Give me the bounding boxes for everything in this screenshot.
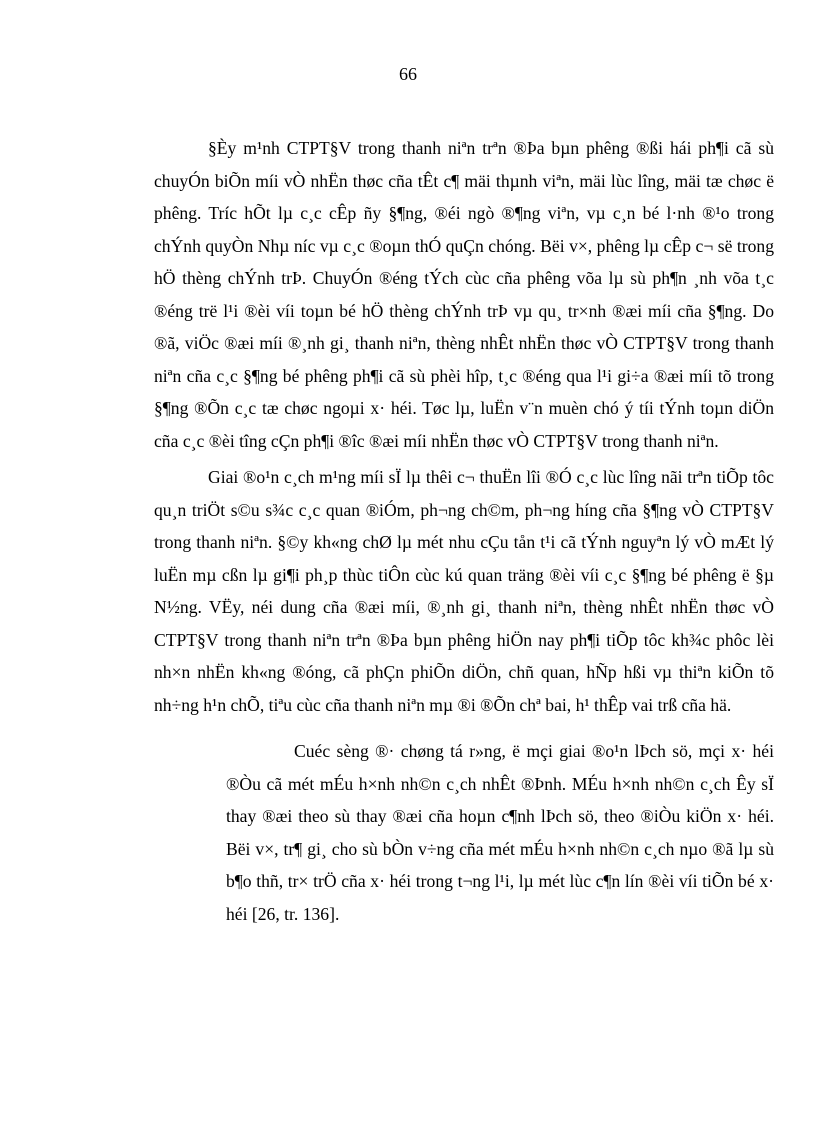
document-body <box>154 132 774 930</box>
paragraph-1: §Èy m¹nh CTPT§V trong thanh niªn trªn ®Þa bµn phêng ®ßi hái ph¶i cã sù chuyÓn biÕn míi vÒ nhËn thøc cña tÊt c¶ mäi thµnh viªn, mäi lùc lîng, mäi tæ chøc ë phêng. Tríc hÕt lµ c¸c cÊp ñy §¶ng, ®éi ngò ®¶ng viªn, vµ c¸n bé l·nh ®¹o trong chÝnh quyÒn Nhµ níc vµ c¸c ®oµn thÓ quÇn chóng. Bëi v×, phêng lµ cÊp c¬ së trong hÖ thèng chÝnh trÞ. ChuyÓn ®éng tÝch cùc cña phêng võa lµ sù ph¶n ¸nh võa t¸c ®éng trë l¹i ®èi víi toµn bé hÖ thèng chÝnh trÞ vµ qu¸ tr×nh ®æi míi cña §¶ng. Do ®ã, viÖc ®æi míi ®¸nh gi¸ thanh niªn, thèng nhÊt nhËn thøc vÒ CTPT§V trong thanh niªn cña c¸c §¶ng bé phêng ph¶i cã sù phèi hîp, t¸c ®éng qua l¹i gi÷a ®æi míi tõ trong §¶ng ®Õn c¸c tæ chøc ngoµi x· héi. Tøc lµ, luËn v¨n muèn chó ý tíi tÝnh toµn diÖn cña c¸c ®èi tîng cÇn ph¶i ®îc ®æi míi nhËn thøc vÒ CTPT§V trong thanh niªn. <box>154 138 774 451</box>
paragraph-2: Giai ®o¹n c¸ch m¹ng míi sÏ lµ thêi c¬ thuËn lîi ®Ó c¸c lùc lîng nãi trªn tiÕp tôc qu¸n triÖt s©u s¾c c¸c quan ®iÓm, ph¬ng ch©m, ph¬ng híng cña §¶ng vÒ CTPT§V trong thanh niªn. §©y kh«ng chØ lµ mét nhu cÇu tån t¹i cã tÝnh nguyªn lý vÒ mÆt lý luËn mµ cßn lµ gi¶i ph¸p thùc tiÔn cùc kú quan träng ®èi víi c¸c §¶ng bé phêng ë §µ N½ng. VËy, néi dung cña ®æi míi, ®¸nh gi¸ thanh niªn, thèng nhÊt nhËn thøc vÒ CTPT§V trong thanh niªn trªn ®Þa bµn phêng hiÖn nay ph¶i tiÕp tôc kh¾c phôc lèi nh×n nhËn kh«ng ®óng, cã phÇn phiÕn diÖn, chñ quan, hÑp hßi vµ thiªn kiÕn tõ nh÷ng h¹n chÕ, tiªu cùc cña thanh niªn mµ ®i ®Õn chª bai, h¹ thÊp vai trß cña hä. <box>154 467 774 715</box>
block-quote: Cuéc sèng ®· chøng tá r»ng, ë mçi giai ®o¹n lÞch sö, mçi x· héi ®Òu cã mét mÉu h×nh nh©n c¸ch nhÊt ®Þnh. MÉu h×nh nh©n c¸ch Êy sÏ thay ®æi theo sù thay ®æi cña hoµn c¶nh lÞch sö, theo ®iÒu kiÖn x· héi. Bëi v×, tr¶ gi¸ cho sù bÒn v÷ng cña mét mÉu h×nh nh©n c¸ch nµo ®ã lµ sù b¶o thñ, tr× trÖ cña x· héi trong t¬ng l¹i, lµ mét lùc c¶n lín ®èi víi tiÕn bé x· héi [26, tr. 136]. <box>226 741 774 924</box>
page-number: 66 <box>399 64 417 84</box>
